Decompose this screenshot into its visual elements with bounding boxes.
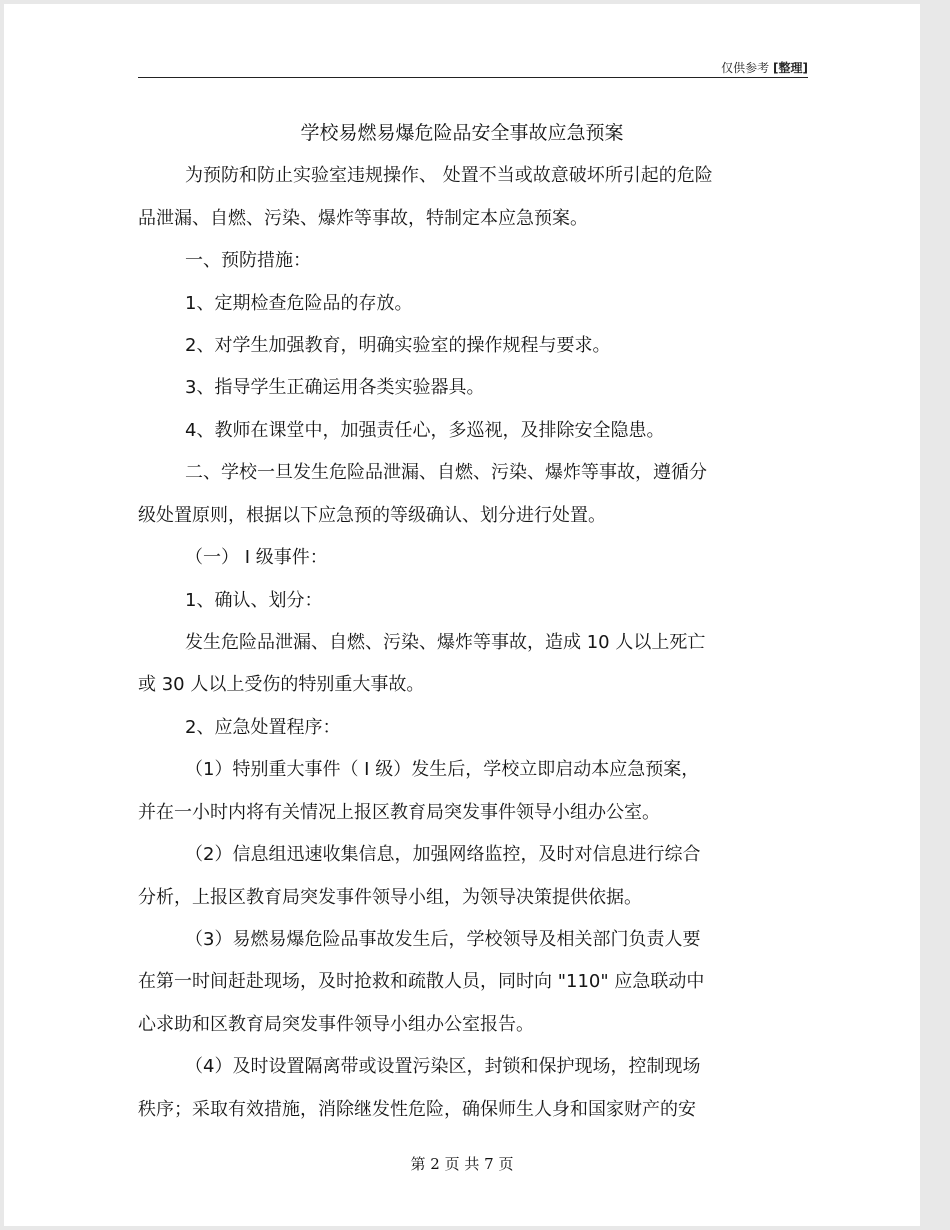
paragraph-line: 心求助和区教育局突发事件领导小组办公室报告。: [138, 1014, 534, 1035]
list-item: 1、定期检查危险品的存放。: [185, 293, 413, 314]
page-footer: 第 2 页 共 7 页: [410, 1155, 514, 1173]
paragraph-line: 级处置原则，根据以下应急预的等级确认、划分进行处置。: [138, 505, 606, 526]
paragraph-line: 品泄漏、自燃、污染、爆炸等事故，特制定本应急预案。: [138, 208, 588, 229]
header-rule: [138, 77, 808, 78]
document-page: [4, 4, 920, 1226]
header-tag: [整理]: [773, 61, 808, 75]
paragraph-line: （2）信息组迅速收集信息，加强网络监控，及时对信息进行综合: [185, 844, 701, 865]
list-item: 2、对学生加强教育，明确实验室的操作规程与要求。: [185, 335, 611, 356]
paragraph-line: 发生危险品泄漏、自燃、污染、爆炸等事故，造成 10 人以上死亡: [185, 632, 706, 653]
document-title: 学校易燃易爆危险品安全事故应急预案: [300, 122, 624, 144]
list-item: 1、确认、划分：: [185, 590, 323, 611]
list-item: 3、指导学生正确运用各类实验器具。: [185, 377, 485, 398]
section-heading: 二、学校一旦发生危险品泄漏、自燃、污染、爆炸等事故，遵循分: [185, 462, 707, 483]
paragraph-line: 秩序；采取有效措施，消除继发性危险，确保师生人身和国家财产的安: [138, 1099, 696, 1120]
section-heading: 一、预防措施：: [185, 250, 311, 271]
paragraph-line: 并在一小时内将有关情况上报区教育局突发事件领导小组办公室。: [138, 802, 660, 823]
paragraph-line: （1）特别重大事件（ I 级）发生后，学校立即启动本应急预案，: [185, 759, 700, 780]
paragraph-line: 分析，上报区教育局突发事件领导小组，为领导决策提供依据。: [138, 887, 642, 908]
header-note-text: 仅供参考: [721, 61, 770, 75]
subsection-heading: （一） I 级事件：: [185, 547, 328, 568]
paragraph-line: （3）易燃易爆危险品事故发生后，学校领导及相关部门负责人要: [185, 929, 701, 950]
paragraph-line: 在第一时间赶赴现场，及时抢救和疏散人员，同时向 "110" 应急联动中: [138, 971, 705, 992]
header-note: [721, 60, 808, 76]
paragraph-line: （4）及时设置隔离带或设置污染区，封锁和保护现场，控制现场: [185, 1056, 701, 1077]
paragraph-line: 或 30 人以上受伤的特别重大事故。: [138, 674, 425, 695]
paragraph-line: 为预防和防止实验室违规操作、 处置不当或故意破坏所引起的危险: [185, 165, 713, 186]
list-item: 4、教师在课堂中，加强责任心，多巡视，及排除安全隐患。: [185, 420, 665, 441]
list-item: 2、应急处置程序：: [185, 717, 341, 738]
